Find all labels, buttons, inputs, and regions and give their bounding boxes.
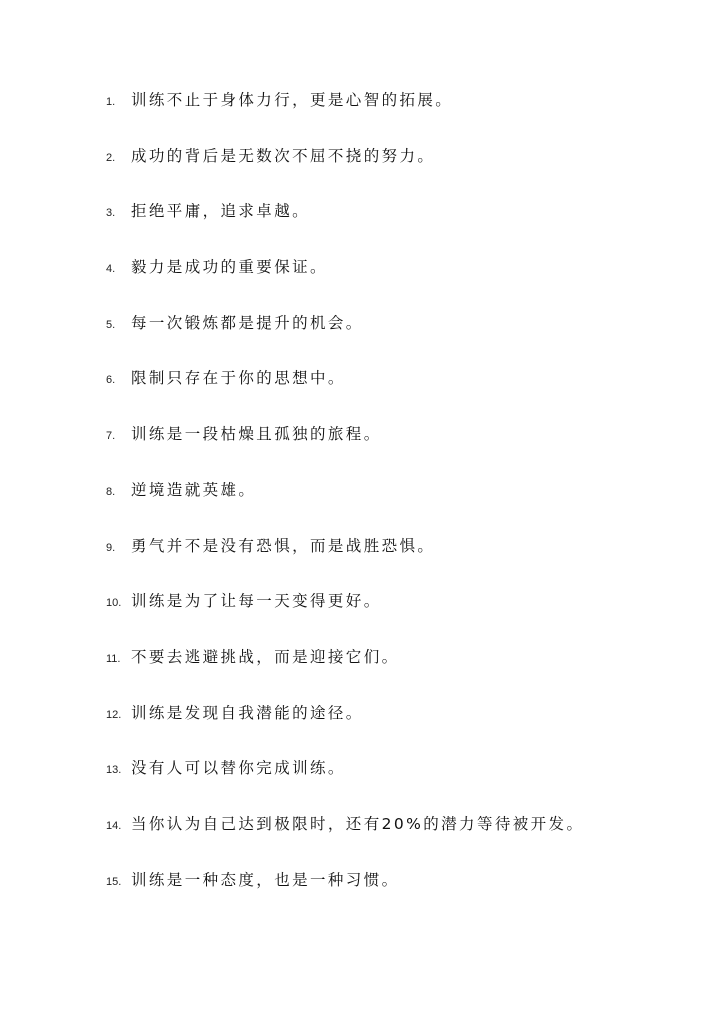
item-text: 勇气并不是没有恐惧，而是战胜恐惧。 <box>131 536 436 555</box>
item-text: 训练不止于身体力行，更是心智的拓展。 <box>131 91 454 109</box>
item-number: 8. <box>106 485 116 498</box>
item-text: 限制只存在于你的思想中。 <box>131 369 346 388</box>
list-item <box>106 532 696 588</box>
item-text: 拒绝平庸，追求卓越。 <box>131 202 311 221</box>
list-item <box>106 754 696 810</box>
list-item <box>106 420 696 476</box>
list-item <box>106 86 696 142</box>
item-number: 5. <box>106 318 116 331</box>
item-number: 6. <box>106 374 116 387</box>
list-item <box>106 587 696 643</box>
item-text: 每一次锻炼都是提升的机会。 <box>131 313 364 332</box>
item-number: 11. <box>106 652 121 665</box>
item-text: 成功的背后是无数次不屈不挠的努力。 <box>131 146 436 165</box>
list-item <box>106 699 696 755</box>
item-number: 13. <box>106 764 122 777</box>
item-text: 当你认为自己达到极限时，还有20%的潜力等待被开发。 <box>131 814 585 833</box>
item-text: 训练是发现自我潜能的途径。 <box>131 703 364 722</box>
item-number: 15. <box>106 875 122 888</box>
item-number: 4. <box>106 263 116 276</box>
item-text: 训练是为了让每一天变得更好。 <box>131 592 382 611</box>
list-item <box>106 643 696 699</box>
item-text: 不要去逃避挑战，而是迎接它们。 <box>131 647 400 666</box>
list-item <box>106 309 696 365</box>
item-text: 没有人可以替你完成训练。 <box>131 759 346 778</box>
list-item <box>106 476 696 532</box>
item-number: 2. <box>106 151 116 164</box>
item-text: 训练是一种态度，也是一种习惯。 <box>131 870 400 889</box>
list-item <box>106 866 696 922</box>
item-number: 14. <box>106 819 122 832</box>
list-item <box>106 810 696 866</box>
list-item <box>106 142 696 198</box>
item-number: 12. <box>106 708 122 721</box>
list-item <box>106 197 696 253</box>
item-number: 7. <box>106 430 116 443</box>
quote-list <box>106 86 696 921</box>
item-text: 毅力是成功的重要保证。 <box>131 258 328 277</box>
item-number: 3. <box>106 207 116 220</box>
item-text: 训练是一段枯燥且孤独的旅程。 <box>131 425 382 444</box>
list-item <box>106 253 696 309</box>
list-item <box>106 364 696 420</box>
item-number: 9. <box>106 541 116 554</box>
item-number: 1. <box>106 96 116 108</box>
item-text: 逆境造就英雄。 <box>131 480 257 499</box>
item-number: 10. <box>106 597 122 610</box>
